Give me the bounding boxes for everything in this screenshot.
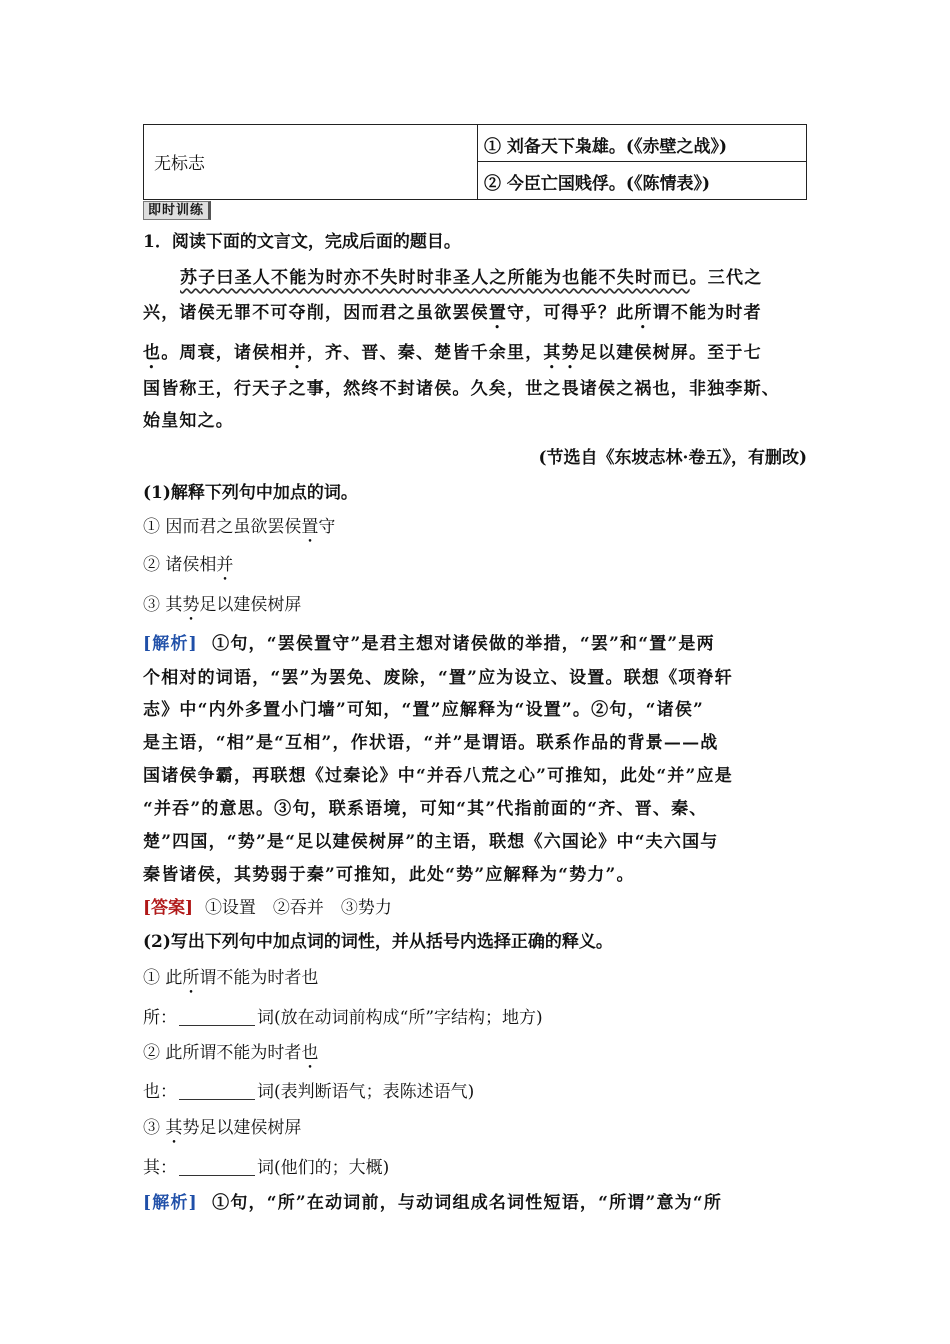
passage-text: ，齐、晋、秦、楚皆千余里， bbox=[306, 343, 544, 363]
dotted-word: 并 bbox=[216, 555, 234, 575]
answer-text: ①设置 ②吞并 ③势力 bbox=[204, 898, 392, 918]
question-intro: 1．阅读下面的文言文，完成后面的题目。 bbox=[143, 232, 461, 252]
analysis-line bbox=[143, 1191, 722, 1215]
passage-line bbox=[143, 301, 762, 333]
sub-question-item bbox=[143, 515, 335, 547]
item-text: ① 此 bbox=[143, 968, 183, 988]
item-text: 谓不能为时者也 bbox=[199, 968, 319, 988]
dotted-word: 置 bbox=[488, 303, 508, 323]
passage-text: 兴，诸侯无罪不可夺削，因而君之虽欲罢侯 bbox=[143, 303, 489, 323]
item-text: 守 bbox=[318, 517, 336, 537]
analysis-line: 秦皆诸侯，其势弱于秦”可推知，此处“势”应解释为“势力”。 bbox=[143, 865, 635, 885]
sub-question-item bbox=[143, 1116, 301, 1148]
passage-text: 。周衰，诸侯相 bbox=[161, 343, 289, 363]
blank-word: 也： bbox=[143, 1082, 177, 1102]
sub-question-item bbox=[143, 553, 233, 585]
blank-hint: 词(放在动词前构成“所”字结构；地方) bbox=[257, 1008, 543, 1028]
dotted-word: 并 bbox=[288, 343, 307, 363]
sub-question-item bbox=[143, 966, 318, 998]
analysis-label: [解析] bbox=[143, 1193, 198, 1213]
dotted-word: 其 bbox=[543, 343, 562, 363]
passage-underlined-text: 苏子曰圣人不能为时亦不失时时非圣人之所能为也能不失时而已 bbox=[180, 268, 690, 288]
passage-source: (节选自《东坡志林·卷五》，有删改) bbox=[538, 448, 807, 468]
dotted-word: 势 bbox=[182, 595, 200, 615]
item-text: ③ bbox=[143, 1118, 166, 1138]
table-row bbox=[478, 125, 806, 162]
analysis-text: ①句，“所”在动词前，与动词组成名词性短语，“所谓”意为“所 bbox=[212, 1193, 723, 1213]
dotted-word: 所 bbox=[634, 303, 653, 323]
table-row bbox=[478, 162, 806, 199]
answer-label: [答案] bbox=[143, 898, 194, 918]
passage-text: 。三代之 bbox=[689, 268, 763, 288]
example-table bbox=[143, 124, 807, 200]
answer-blank[interactable] bbox=[179, 1157, 255, 1176]
passage-line bbox=[180, 266, 762, 290]
answer-line bbox=[143, 896, 392, 920]
dotted-word: 也 bbox=[301, 1043, 319, 1063]
item-text: ① 因而君之虽欲罢侯 bbox=[143, 517, 302, 537]
analysis-line: 楚”四国，“势”是“足以建侯树屏”的主语，联想《六国论》中“夫六国与 bbox=[143, 832, 719, 852]
table-label-text: 无标志 bbox=[154, 154, 205, 174]
fill-blank-line bbox=[143, 1080, 474, 1104]
item-text: ② 诸侯相 bbox=[143, 555, 217, 575]
passage-text: 谓不能为时者 bbox=[652, 303, 762, 323]
fill-blank-line bbox=[143, 1156, 389, 1180]
fill-blank-line bbox=[143, 1006, 543, 1030]
analysis-line: 是主语，“相”是“互相”，作状语，“并”是谓语。联系作品的背景——战 bbox=[143, 733, 719, 753]
analysis-line: “并吞”的意思。③句，联系语境，可知“其”代指前面的“齐、晋、秦、 bbox=[143, 799, 708, 819]
dotted-word: 也 bbox=[143, 343, 162, 363]
blank-word: 所： bbox=[143, 1008, 177, 1028]
passage-text: 守，可得乎？此 bbox=[507, 303, 635, 323]
item-text: 足以建侯树屏 bbox=[199, 595, 302, 615]
passage-text: 足以建侯树屏。至于七 bbox=[579, 343, 762, 363]
analysis-line bbox=[143, 632, 715, 656]
table-cell-label bbox=[144, 125, 478, 199]
analysis-line: 个相对的词语，“罢”为罢免、废除，“置”应为设立、设置。联想《项脊轩 bbox=[143, 668, 733, 688]
sub-question-item bbox=[143, 1041, 318, 1073]
analysis-label: [解析] bbox=[143, 634, 198, 654]
dotted-word: 势 bbox=[561, 343, 580, 363]
example-text: ② 今臣亡国贱俘。(《陈情表》) bbox=[484, 174, 711, 194]
sub-question-prompt: (1)解释下列句中加点的词。 bbox=[143, 483, 358, 503]
item-text: 势足以建侯树屏 bbox=[182, 1118, 302, 1138]
analysis-line: 国诸侯争霸，再联想《过秦论》中“并吞八荒之心”可推知，此处“并”应是 bbox=[143, 766, 733, 786]
blank-hint: 词(他们的；大概) bbox=[257, 1158, 390, 1178]
sub-question-item bbox=[143, 593, 301, 625]
item-text: ③ 其 bbox=[143, 595, 183, 615]
item-text: ② 此所谓不能为时者 bbox=[143, 1043, 302, 1063]
analysis-text: ①句，“罢侯置守”是君主想对诸侯做的举措，“罢”和“置”是两 bbox=[212, 634, 715, 654]
example-text: ① 刘备天下枭雄。(《赤壁之战》) bbox=[484, 137, 728, 157]
sub-question-prompt: (2)写出下列句中加点词的词性，并从括号内选择正确的释义。 bbox=[143, 932, 613, 952]
table-cell-examples bbox=[478, 125, 806, 199]
dotted-word: 置 bbox=[301, 517, 319, 537]
dotted-word: 所 bbox=[182, 968, 200, 988]
blank-word: 其： bbox=[143, 1158, 177, 1178]
passage-line bbox=[143, 341, 762, 373]
passage-line: 始皇知之。 bbox=[143, 411, 234, 431]
dotted-word: 其 bbox=[165, 1118, 183, 1138]
analysis-line: 志》中“内外多置小门墙”可知，“置”应解释为“设置”。②句，“诸侯” bbox=[143, 700, 705, 720]
section-tag: 即时训练 bbox=[143, 201, 211, 220]
answer-blank[interactable] bbox=[179, 1081, 255, 1100]
answer-blank[interactable] bbox=[179, 1007, 255, 1026]
blank-hint: 词(表判断语气；表陈述语气) bbox=[257, 1082, 475, 1102]
passage-line: 国皆称王，行天子之事，然终不封诸侯。久矣，世之畏诸侯之祸也，非独李斯、 bbox=[143, 379, 780, 399]
